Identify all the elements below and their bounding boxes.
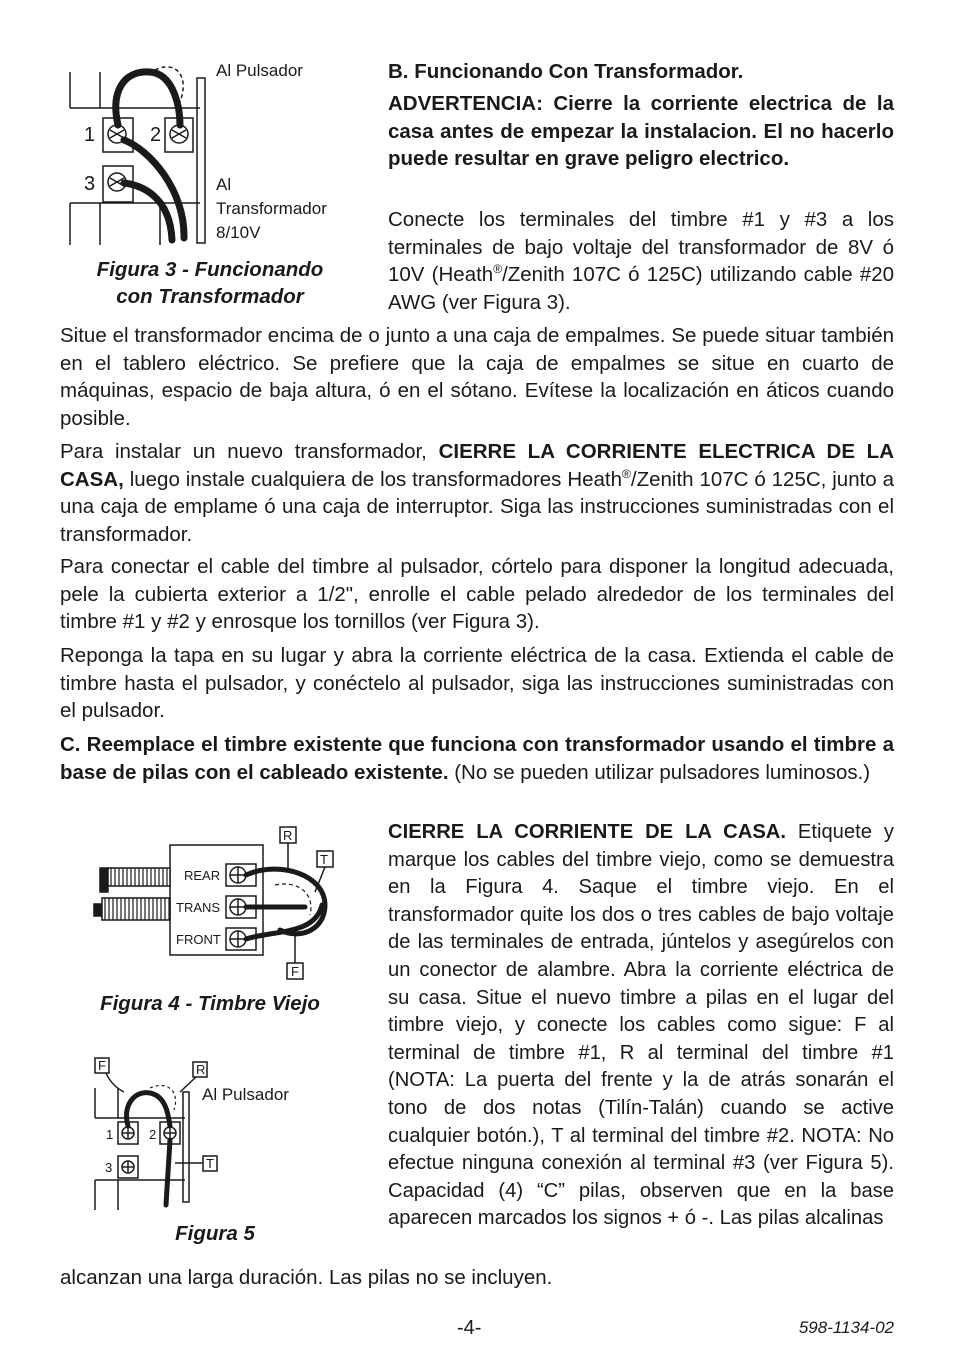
section-b-warning: ADVERTENCIA: Cierre la corriente electrica de la casa antes de empezar la instalacion. El no hacerlo puede resultar en grave peligro electrico. [388,92,894,171]
fig3-label-pulsador: Al Pulsador [216,61,303,80]
figure-5-caption: Figura 5 [175,1222,255,1245]
fig5-terminal-1: 1 [106,1127,114,1142]
section-c-body-rest: Etiquete y marque los cables del timbre viejo, como se demuestra en la Figura 4. Saque el timbre viejo. En el transformador quite los dos o tres cables de bajo voltaje de las terminales de entrada, júntelos y asegúrelos con un conector de alambre. Abra la corriente eléctrica de su casa. Situe el nuevo timbre a pilas en el lugar del timbre viejo, y conecte los cables como sigue: F al terminal de timbre #1, R al terminal del timbre #1 (NOTA: La puerta del frente y la de atrás sonarán el tono de dos notas (Tilín-Talán) cuando se active cualquier botón.), T al terminal del timbre #2. NOTA: No efectue ninguna conexión al terminal #3 (ver Figura 5). Capacidad (4) “C” pilas, observen que en la base aparecen marcados los signos + ó -. Las pilas alcalinas [388,821,894,1230]
paragraph-situe: Situe el transformador encima de o junto a una caja de empalmes. Se puede situar también en el tablero eléctrico. Se prefiere que la caja de empalmes se situe en cuarto de máquinas, espacio de baja altura, ó en el sótano. Evítese la localización en áticos cuando posible. [60,324,894,430]
connect-text-b: /Zenith 107C ó 125C) utilizando cable #20 AWG (ver Figura 3). [388,263,895,314]
para2-bold: CIERRE LA CORRIENTE ELECTRICA DE LA CASA, [60,440,894,491]
fig3-terminal-1: 1 [84,124,96,146]
section-c-heading-bold: C. Reemplace el timbre existente que funciona con transformador usando el timbre a base de pilas con el cableado existente. [60,733,894,784]
fig3-label-transformador: Transformador [216,199,327,218]
fig4-tag-t: T [320,852,328,867]
figure-3-caption-line-2: con Transformador [116,285,304,308]
fig4-label-rear: REAR [184,868,221,883]
fig5-tag-t: T [206,1156,214,1171]
fig4-tag-r: R [283,828,293,843]
document-number: 598-1134-02 [798,1318,894,1337]
para2-text-c: /Zenith 107C ó 125C, junto a una caja de emplame ó una caja de interruptor. Siga las instrucciones suministradas con el transformador. [60,467,894,546]
para2-registered: ® [622,466,631,481]
para2-text-a: Para instalar un nuevo transformador, [60,440,439,463]
paragraph-reponga: Reponga la tapa en su lugar y abra la corriente eléctrica de la casa. Extienda el cable de timbre hasta el pulsador, y conéctelo al pulsador, siga las instrucciones suministradas con el pulsador. [60,644,894,723]
fig5-terminal-2: 2 [149,1127,157,1142]
section-c-tail: alcanzan una larga duración. Las pilas no se incluyen. [60,1266,553,1289]
figure-3-caption-line-1: Figura 3 - Funcionando [96,258,324,281]
fig4-label-front: FRONT [176,932,221,947]
section-c-body-bold: CIERRE LA CORRIENTE DE LA CASA. [388,821,786,843]
fig3-terminal-3: 3 [84,173,96,195]
fig3-label-voltage: 8/10V [216,223,261,242]
fig5-terminal-3: 3 [105,1160,113,1175]
fig4-tag-f: F [291,964,299,979]
figure-4-caption: Figura 4 - Timbre Viejo [100,992,320,1015]
fig5-tag-r: R [196,1062,206,1077]
fig3-terminal-2: 2 [150,124,162,146]
section-b-heading: B. Funcionando Con Transformador. [388,60,744,83]
para2-text-b: luego instale cualquiera de los transformadores Heath [123,467,623,491]
connect-text-a: Conecte los terminales del timbre #1 y #3 a los terminales de bajo voltaje del transformador de 8V ó 10V (Heath [388,208,894,287]
section-c-heading-rest: (No se pueden utilizar pulsadores luminosos.) [448,760,871,784]
registered-mark: ® [493,262,503,277]
fig3-label-al: Al [216,175,232,194]
fig5-label-pulsador: Al Pulsador [202,1085,289,1104]
fig5-tag-f: F [98,1058,106,1073]
fig4-label-trans: TRANS [176,900,221,915]
page-number: -4- [457,1317,482,1339]
paragraph-conectar: Para conectar el cable del timbre al pulsador, córtelo para disponer la longitud adecuada, pele la cubierta exterior a 1/2", enrolle el cable pelado alrededor de los terminales del timbre #1 y #2 y enrosque los tornillos (ver Figura 3). [60,555,894,634]
